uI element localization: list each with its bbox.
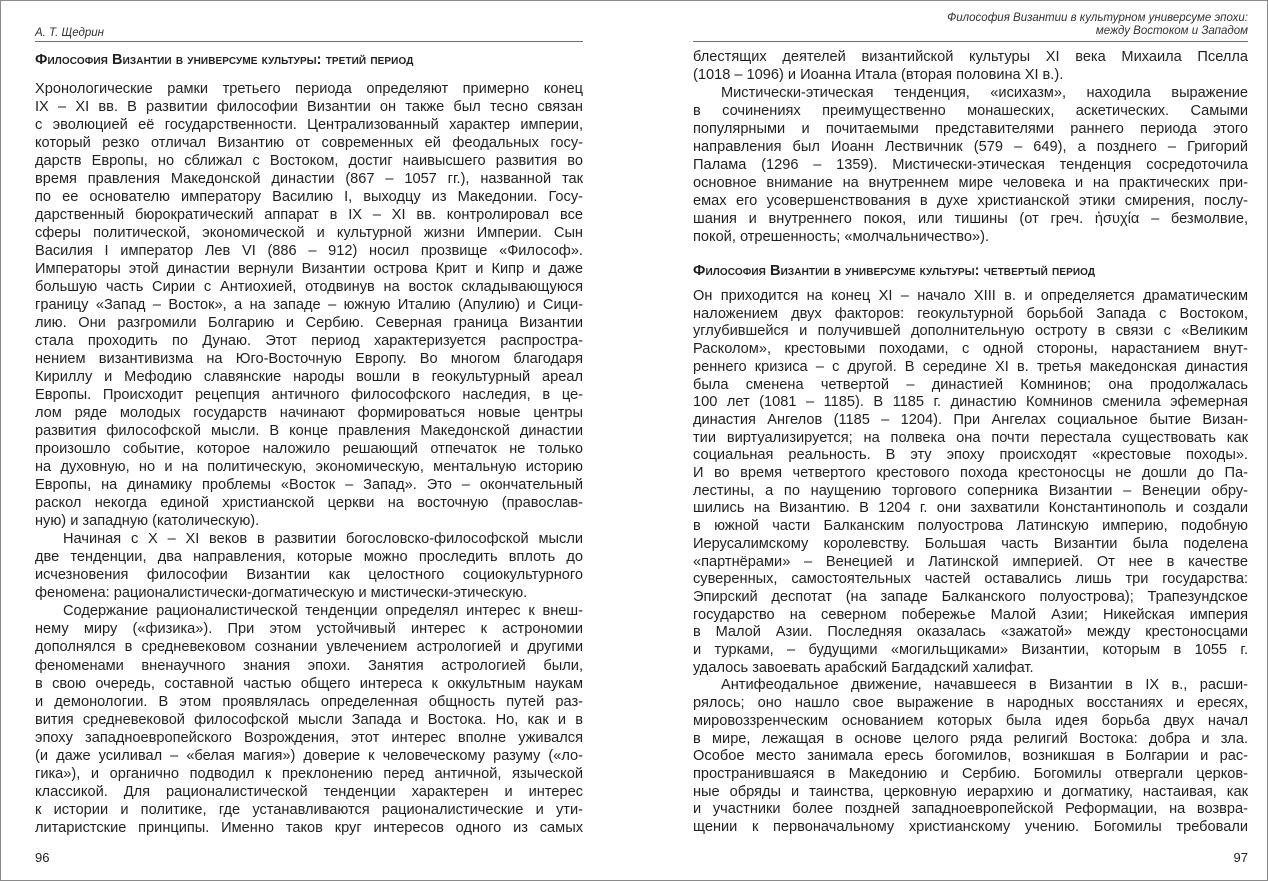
text-line: раскол некогда единой христианской церкви на восточную (православ- — [35, 495, 583, 512]
paragraph — [693, 84, 1248, 246]
text-line: с эволюцией её государственности. Централизованный характер империи, — [35, 117, 583, 134]
section-heading: Философия Византии в универсуме культуры: третий период — [35, 52, 414, 68]
text-line: ные обряды и таинства, церковную иерархию и догматику, настаивая, как — [693, 783, 1248, 800]
text-line: государство на северном побережье Малой Азии; Никейская империя — [693, 606, 1248, 623]
text-line: и турками, – будущими «могильщиками» Византии, которым в 1055 г. — [693, 642, 1248, 659]
text-line: покой, отрешенность; «молчальничество»). — [693, 229, 990, 245]
text-line: лом ряде молодых государств начинают формироваться новые центры — [35, 405, 583, 422]
running-head-title — [693, 12, 1248, 38]
text-line: по ее основателю императору Василию I, выходцу из Македонии. Госу- — [35, 189, 583, 206]
header-rule — [693, 41, 1248, 42]
text-line: время правления Македонской династии (867 – 1057 гг.), названной так — [35, 171, 583, 188]
paragraph — [35, 80, 583, 530]
text-line: дарств Европы, но сближал с Востоком, достиг наивысшего развития во — [35, 153, 583, 170]
text-line: щении к первоначальному христианскому учению. Богомилы требовали — [693, 819, 1248, 836]
running-head-author: А. Т. Щедрин — [35, 27, 104, 39]
paragraph — [693, 288, 1248, 677]
text-line: границу «Запад – Восток», а на западе – южную Италию (Апулию) и Сици- — [35, 297, 583, 314]
text-line: тии виртуализируется; на полвека она почти перестала существовать как — [693, 429, 1248, 446]
text-line: пространившаяся в Македонию и Сербию. Богомилы отвергали церков- — [693, 765, 1248, 782]
text-line: Кириллу и Мефодию славянские народы вошли в геокультурный ареал — [35, 369, 583, 386]
text-line: династия Ангелов (1185 – 1204). При Ангелах социальное бытие Визан- — [693, 411, 1248, 428]
text-line: большую часть Сирии с Антиохией, отодвинув на восток складывающуюся — [35, 279, 583, 296]
text-line: (1018 – 1096) и Иоанна Итала (вторая половина XI в.). — [693, 67, 1064, 83]
left-page — [35, 0, 583, 881]
text-line: шились на Византию. В 1204 г. они захватили Константинополь и создали — [693, 500, 1248, 517]
text-line: была сменена четвертой – династией Комнинов; она продолжалась — [693, 376, 1248, 393]
text-line: сферы политической, экономической и культурной жизни Империи. Сын — [35, 225, 583, 242]
paragraph — [693, 48, 1248, 84]
text-line: ную) и западную (католическую). — [35, 513, 260, 530]
text-line: лию. Они разгромили Болгарию и Сербию. Северная граница Византии — [35, 315, 583, 332]
text-line: Мистически-этическая тенденция, «исихазм», находила выражение — [721, 85, 1248, 101]
text-line: гика»), и органично подводил к преклонению перед античной, языческой — [35, 765, 583, 782]
text-line: Хронологические рамки третьего периода определяют примерно конец — [35, 81, 583, 97]
text-line: развития философской мысли. В конце правления Македонской династии — [35, 423, 583, 440]
text-line: в Малой Азии. Последняя оказалась «зажатой» между крестоносцами — [693, 624, 1248, 641]
right-page — [693, 0, 1248, 881]
body-text — [693, 288, 1248, 837]
text-line: исчезновения философии Византии как целостного социокультурного — [35, 567, 583, 584]
text-line: Европы. Происходит рецепция античного философского наследия, в це- — [35, 387, 583, 404]
text-line: Императоры этой династии вернули Византии острова Крит и Кипр и даже — [35, 261, 583, 278]
text-line: популярными и почитаемыми представителями раннего периода этого — [693, 121, 1248, 137]
text-line: основное внимание на внутреннем мире человека и на практических при- — [693, 175, 1248, 191]
body-text — [35, 80, 583, 837]
text-line: феноменами вненаучного знания эпохи. Занятия астрологией были, — [35, 657, 583, 674]
text-line: Особое место занимала ересь богомилов, возникшая в Болгарии и рас- — [693, 748, 1248, 765]
text-line: Василия I император Лев VI (886 – 912) носил прозвище «Философ». — [35, 243, 583, 260]
text-line: Европы, на динамику проблемы «Восток – Запад». Это – окончательный — [35, 477, 583, 494]
body-text — [693, 48, 1248, 246]
text-line: IX – XI вв. В развитии философии Византии он также был тесно связан — [35, 99, 583, 116]
text-line: направления был Иоанн Лествичник (579 – 649), а позднего – Григорий — [693, 139, 1248, 155]
text-line: в свою очередь, составной частью общего интереса к оккультным наукам — [35, 675, 583, 692]
text-line: Он приходится на конец XI – начало XIII в. и определяется драматическим — [693, 288, 1248, 304]
text-line: и участники более поздней западноевропейской Реформации, на возвра- — [693, 801, 1248, 818]
text-line: наложением двух факторов: геокультурной борьбой Запада с Востоком, — [693, 305, 1248, 322]
text-line: стала проходить по Дунаю. Этот период характеризуется распростра- — [35, 333, 583, 350]
text-line: в сочинениях преимущественно монашеских, аскетических. Самыми — [693, 103, 1248, 119]
text-line: нением византивизма на Юго-Восточную Европу. Во многом благодаря — [35, 351, 583, 368]
text-line: в мире, лежащая в основе целого ряда религий Востока: добра и зла. — [693, 730, 1248, 747]
text-line: суверенных, самостоятельных частей оставались лишь три государства: — [693, 571, 1248, 588]
running-head-line: Философия Византии в культурном универсуме эпохи: — [947, 12, 1248, 24]
text-line: удалось завоевать арабский Багдадский халифат. — [693, 659, 1034, 676]
page-number: 96 — [35, 850, 50, 865]
text-line: Эпирский деспотат (на западе Балканского полуострова); Трапезундское — [693, 588, 1248, 605]
text-line: к истории и политике, где устанавливаются рационалистические и ути- — [35, 801, 583, 818]
text-line: шания и внутреннего покоя, или тишины (от греч. ἡσυχία – безмолвие, — [693, 211, 1248, 227]
paragraph — [693, 677, 1248, 836]
text-line: который резко отличал Византию от современных ей феодальных госу- — [35, 135, 583, 152]
text-line: феномена: рационалистически-догматическую и мистически-этическую. — [35, 585, 528, 602]
header-rule — [35, 41, 583, 42]
text-line: Начиная с X – XI веков в развитии богословско-философской мысли — [63, 531, 583, 548]
text-line: мировоззренческим основанием которых была идея борьба двух начал — [693, 712, 1248, 729]
running-head-line: между Востоком и Западом — [1095, 25, 1248, 37]
text-line: емах его усовершенствования в духе христианской этики смирения, послу- — [693, 193, 1248, 209]
text-line: Содержание рационалистической тенденции определял интерес к внеш- — [63, 603, 583, 620]
text-line: дополнялся в средневековом сознании увлечением астрологией и другими — [35, 639, 583, 656]
text-line: лестины, а по наущению торгового соперника Византии – Венеции обру- — [693, 482, 1248, 499]
text-line: произошло событие, которое наложило решающий отпечаток не только — [35, 441, 583, 458]
text-line: блестящих деятелей византийской культуры XI века Михаила Пселла — [693, 49, 1248, 65]
text-line: литаристские принципы. Именно таков круг интересов одного из самых — [35, 819, 583, 836]
text-line: «партнёрами» – Венецией и Латинской империей. От нее в качестве — [693, 553, 1248, 570]
text-line: эпоху западноевропейского Возрождения, этот интерес вполне уживался — [35, 729, 583, 746]
text-line: реннего кризиса – с другой. В середине XI в. третья македонская династия — [693, 358, 1248, 375]
text-line: (и даже усиливал – «белая магия») доверие к человеческому разуму («ло- — [35, 747, 583, 764]
page-number: 97 — [1233, 850, 1248, 865]
text-line: Иерусалимскому королевству. Большая часть Византии была поделена — [693, 535, 1248, 552]
paragraph — [35, 530, 583, 602]
section-heading: Философия Византии в универсуме культуры: четвертый период — [693, 263, 1096, 279]
text-line: классикой. Для рационалистической тенденции характерен и интерес — [35, 783, 583, 800]
text-line: вития средневековой философской мысли Запада и Востока. Но, как и в — [35, 711, 583, 728]
text-line: две тенденции, два направления, которые можно проследить вплоть до — [35, 549, 583, 566]
text-line: дарственный бюрократический аппарат в IX – XI вв. контролировал все — [35, 207, 583, 224]
text-line: социальная реальность. В эту эпоху происходят «крестовые походы». — [693, 447, 1248, 464]
text-line: Палама (1296 – 1359). Мистически-этическая тенденция сосредоточила — [693, 157, 1248, 173]
text-line: 100 лет (1081 – 1185). В 1185 г. династию Комнинов сменила эфемерная — [693, 394, 1248, 411]
paragraph — [35, 602, 583, 836]
text-line: углубившейся и получившей дополнительную остроту в связи с «Великим — [693, 323, 1248, 340]
text-line: Расколом», крестовыми походами, с одной стороны, нарастанием внут- — [693, 341, 1248, 358]
text-line: нему миру («физика»). При этом устойчивый интерес к астрономии — [35, 621, 583, 638]
text-line: в южной части Балканским полуострова Латинскую империю, подобную — [693, 518, 1248, 535]
text-line: рялось; оно нашло свое выражение в народных восстаниях и ересях, — [693, 695, 1248, 712]
text-line: на духовную, но и на политическую, экономическую, ментальную историю — [35, 459, 583, 476]
text-line: И во время четвертого крестового похода крестоносцы не дошли до Па- — [693, 465, 1248, 482]
text-line: Антифеодальное движение, начавшееся в Византии в IX в., расши- — [721, 677, 1248, 694]
text-line: и демонологии. В этом проявлялась определенная общность путей раз- — [35, 693, 583, 710]
